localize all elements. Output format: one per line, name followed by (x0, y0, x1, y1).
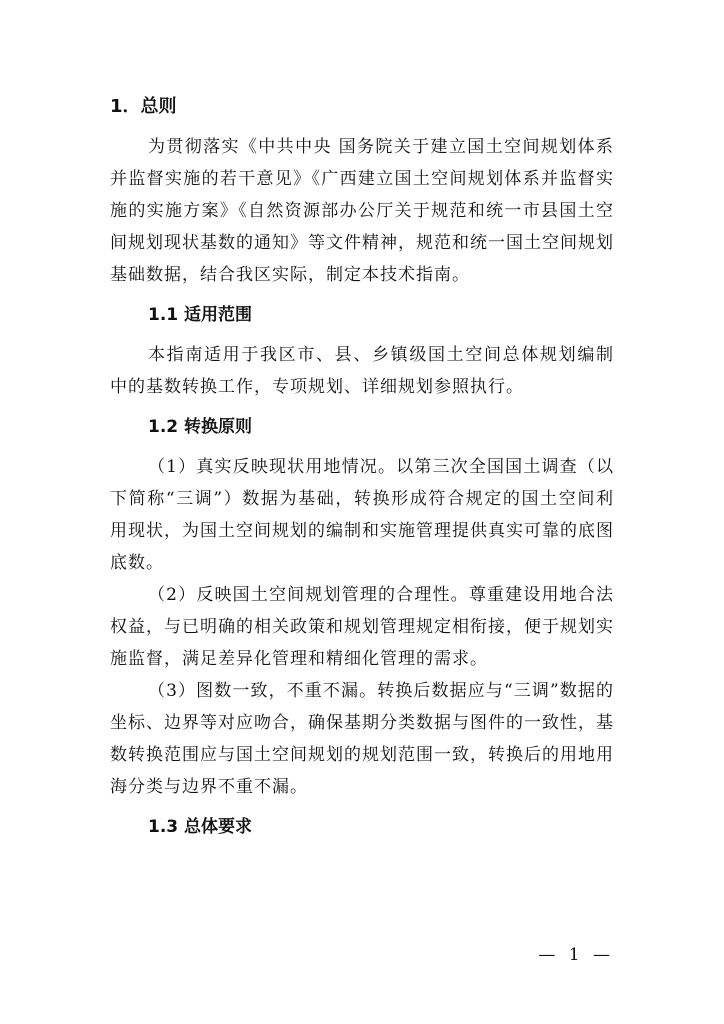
document-page (110, 95, 614, 851)
heading-overall-requirements: 1.3 总体要求 (148, 817, 253, 837)
scope-paragraph: 本指南适用于我区市、县、乡镇级国土空间总体规划编制中的基数转换工作，专项规划、详细规划参照执行。 (110, 345, 614, 397)
principle-3-paragraph: （3）图数一致，不重不漏。转换后数据应与“三调”数据的坐标、边界等对应吻合，确保基期分类数据与图件的一致性，基数转换范围应与国土空间规划的规划范围一致，转换后的用地用海分类与边界不重不漏。 (110, 681, 614, 797)
heading-general-principles: 1．总则 (110, 96, 177, 117)
heading-scope: 1.1 适用范围 (148, 305, 253, 325)
heading-conversion-principles: 1.2 转换原则 (148, 417, 253, 437)
principle-2-paragraph: （2）反映国土空间规划管理的合理性。尊重建设用地合法权益，与已明确的相关政策和规划管理规定相衔接，便于规划实施监督，满足差异化管理和精细化管理的需求。 (110, 585, 614, 669)
intro-paragraph: 为贯彻落实《中共中央 国务院关于建立国土空间规划体系并监督实施的若干意见》《广西建立国土空间规划体系并监督实施的实施方案》《自然资源部办公厅关于规范和统一市县国土空间规划现状基数的通知》等文件精神，规范和统一国土空间规划基础数据，结合我区实际，制定本技术指南。 (110, 137, 614, 285)
page-number: — 1 — (538, 945, 614, 965)
principle-1-paragraph: （1）真实反映现状用地情况。以第三次全国国土调查（以下简称“三调”）数据为基础，转换形成符合规定的国土空间利用现状，为国土空间规划的编制和实施管理提供真实可靠的底图底数。 (110, 457, 614, 573)
